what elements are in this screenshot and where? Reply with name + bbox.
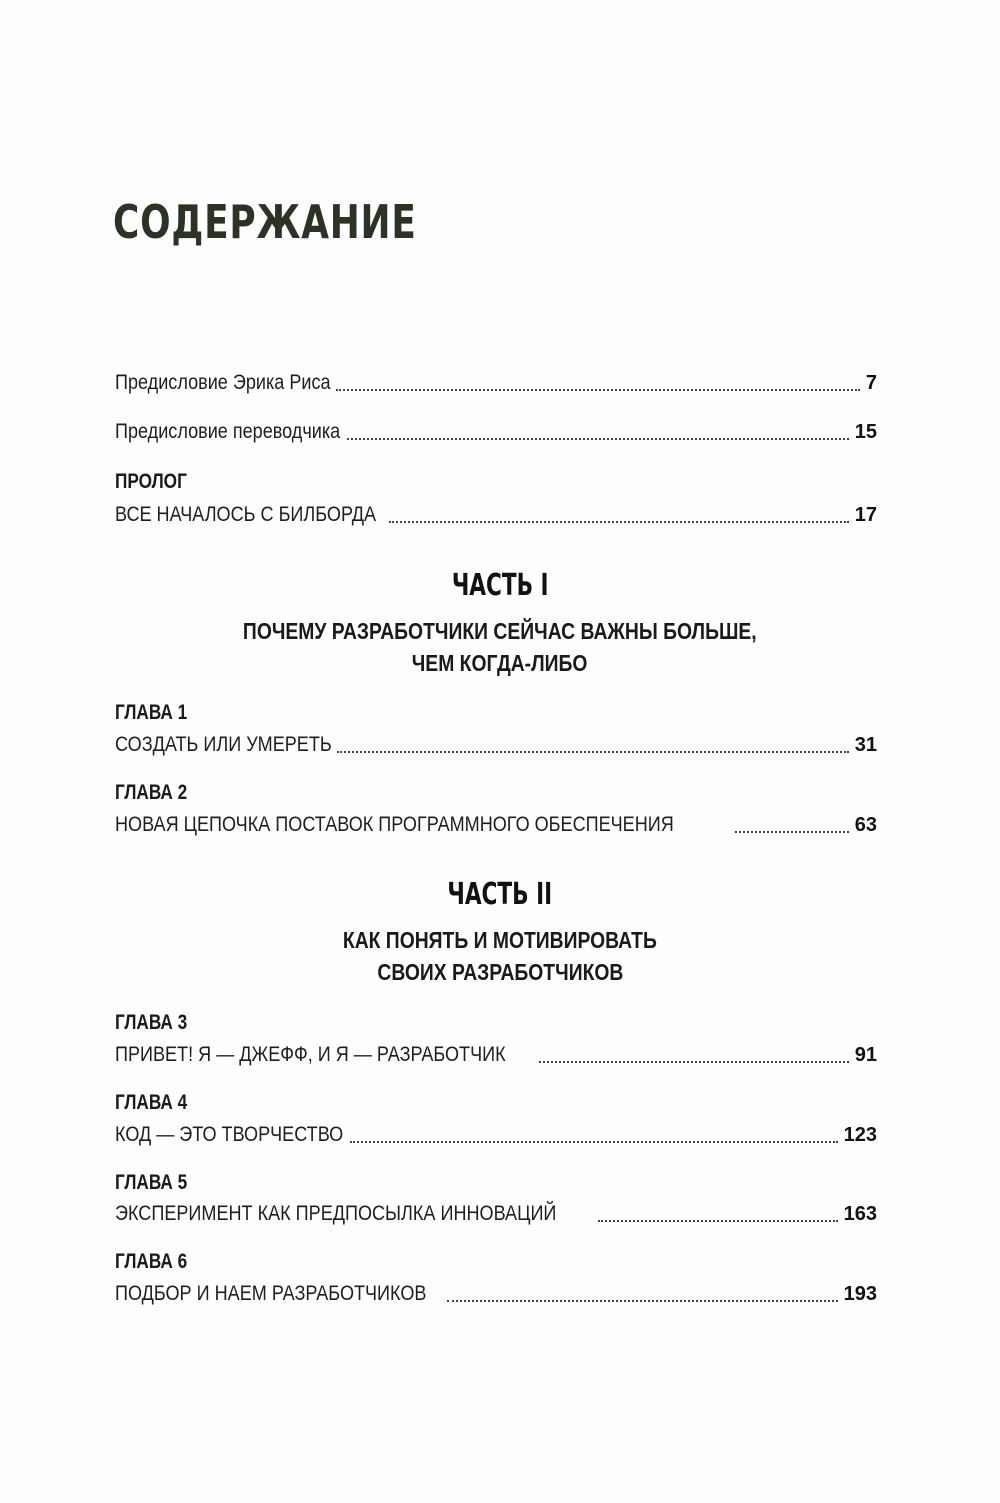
toc-entry-prologue[interactable] bbox=[115, 500, 877, 528]
dot-leader bbox=[337, 750, 849, 753]
toc-entry-title: ПРИВЕТ! Я — ДЖЕФФ, И Я — РАЗРАБОТЧИК bbox=[115, 1043, 506, 1066]
toc-entry-chapter-4[interactable] bbox=[115, 1120, 877, 1148]
toc-page-number: 7 bbox=[865, 372, 877, 394]
dot-leader bbox=[347, 437, 849, 440]
toc-entry-title: СОЗДАТЬ ИЛИ УМЕРЕТЬ bbox=[115, 733, 332, 756]
toc-entry-chapter-6[interactable] bbox=[115, 1279, 877, 1307]
chapter-label: ГЛАВА 2 bbox=[115, 781, 188, 804]
dot-leader bbox=[336, 388, 860, 391]
dot-leader bbox=[735, 830, 849, 833]
toc-page-number: 63 bbox=[854, 814, 877, 836]
prologue-label: ПРОЛОГ bbox=[115, 470, 187, 493]
dot-leader bbox=[539, 1060, 849, 1063]
toc-entry-chapter-3[interactable] bbox=[115, 1040, 877, 1068]
toc-entry-title: ПОДБОР И НАЕМ РАЗРАБОТЧИКОВ bbox=[115, 1282, 427, 1305]
toc-entry-title: Предисловие переводчика bbox=[115, 420, 341, 443]
toc-page-number: 31 bbox=[854, 734, 877, 756]
chapter-label: ГЛАВА 5 bbox=[115, 1171, 188, 1194]
toc-page-number: 193 bbox=[843, 1283, 877, 1305]
part-heading: ЧАСТЬ II bbox=[447, 877, 553, 912]
chapter-label: ГЛАВА 3 bbox=[115, 1011, 188, 1034]
toc-entry-translator-foreword[interactable] bbox=[115, 417, 877, 445]
toc-entry-chapter-2[interactable] bbox=[115, 810, 877, 838]
dot-leader bbox=[350, 1140, 837, 1143]
part-subtitle: ЧЕМ КОГДА-ЛИБО bbox=[412, 650, 588, 676]
toc-entry-title: КОД — ЭТО ТВОРЧЕСТВО bbox=[115, 1123, 344, 1146]
part-subtitle: ПОЧЕМУ РАЗРАБОТЧИКИ СЕЙЧАС ВАЖНЫ БОЛЬШЕ, bbox=[243, 618, 757, 644]
toc-page-number: 123 bbox=[843, 1124, 877, 1146]
toc-entry-title: ЭКСПЕРИМЕНТ КАК ПРЕДПОСЫЛКА ИННОВАЦИЙ bbox=[115, 1202, 557, 1225]
toc-entry-title: НОВАЯ ЦЕПОЧКА ПОСТАВОК ПРОГРАММНОГО ОБЕСПЕЧЕНИЯ bbox=[115, 813, 674, 836]
toc-entry-chapter-5[interactable] bbox=[115, 1199, 877, 1227]
toc-page-number: 17 bbox=[854, 504, 877, 526]
dot-leader bbox=[598, 1219, 837, 1222]
toc-entry-title: ВСЕ НАЧАЛОСЬ С БИЛБОРДА bbox=[115, 503, 377, 526]
toc-page-number: 91 bbox=[854, 1044, 877, 1066]
toc-page-number: 15 bbox=[854, 421, 877, 443]
part-subtitle: СВОИХ РАЗРАБОТЧИКОВ bbox=[377, 959, 623, 985]
toc-entry-title: Предисловие Эрика Риса bbox=[115, 371, 331, 394]
page-title: СОДЕРЖАНИЕ bbox=[113, 195, 417, 249]
toc-entry-chapter-1[interactable] bbox=[115, 730, 877, 758]
chapter-label: ГЛАВА 1 bbox=[115, 701, 188, 724]
dot-leader bbox=[447, 1299, 837, 1302]
dot-leader bbox=[389, 520, 849, 523]
part-subtitle: КАК ПОНЯТЬ И МОТИВИРОВАТЬ bbox=[343, 927, 657, 953]
toc-entry-foreword-ries[interactable] bbox=[115, 368, 877, 396]
toc-page-number: 163 bbox=[843, 1203, 877, 1225]
chapter-label: ГЛАВА 6 bbox=[115, 1250, 188, 1273]
part-heading: ЧАСТЬ I bbox=[451, 568, 549, 603]
chapter-label: ГЛАВА 4 bbox=[115, 1091, 188, 1114]
